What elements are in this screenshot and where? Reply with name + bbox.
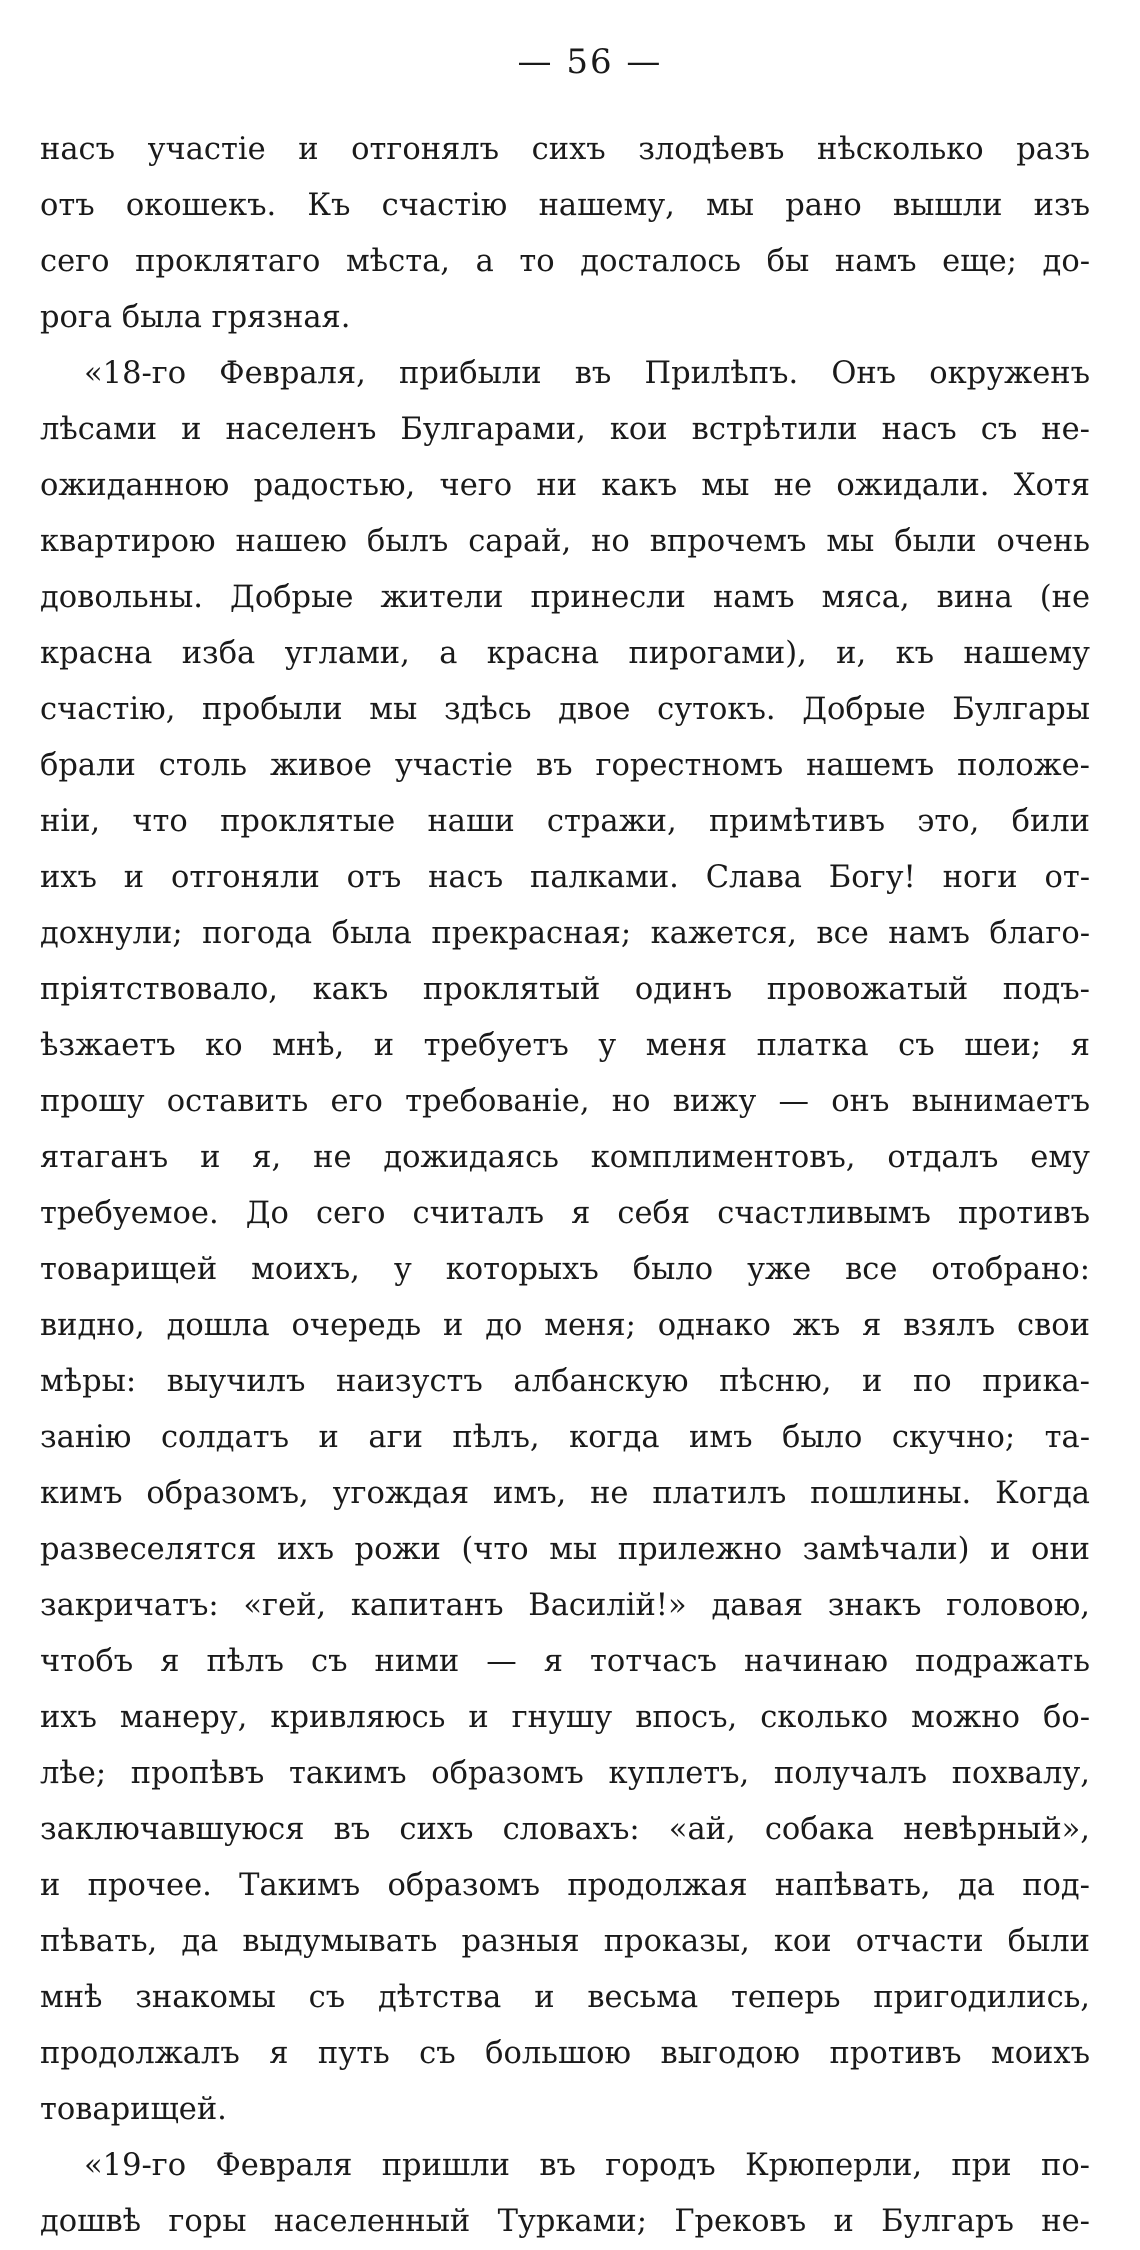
text-line: довольны. Добрые жители принесли намъ мяса, вина (не xyxy=(40,580,1090,615)
text-line: и прочее. Такимъ образомъ продолжая напѣвать, да под- xyxy=(40,1868,1090,1903)
text-line: красна изба углами, а красна пирогами), и, къ нашему xyxy=(40,636,1090,671)
text-line: квартирою нашею былъ сарай, но впрочемъ мы были очень xyxy=(40,524,1090,559)
text-line: развеселятся ихъ рожи (что мы прилежно замѣчали) и они xyxy=(40,1532,1090,1567)
text-line: лѣсами и населенъ Булгарами, кои встрѣтили насъ съ не- xyxy=(40,412,1090,447)
text-line: требуемое. До сего считалъ я себя счастливымъ противъ xyxy=(40,1196,1090,1231)
text-line: отъ окошекъ. Къ счастію нашему, мы рано вышли изъ xyxy=(40,188,1090,223)
text-line: дохнули; погода была прекрасная; кажется, все намъ благо- xyxy=(40,916,1090,951)
text-line: прошу оставить его требованіе, но вижу — онъ вынимаетъ xyxy=(40,1084,1090,1119)
text-line: счастію, пробыли мы здѣсь двое сутокъ. Добрые Булгары xyxy=(40,692,1090,727)
text-line: ятаганъ и я, не дожидаясь комплиментовъ, отдалъ ему xyxy=(40,1140,1090,1175)
text-line: «19-го Февраля пришли въ городъ Крюперли, при по- xyxy=(84,2148,1090,2183)
text-line: ихъ и отгоняли отъ насъ палками. Слава Богу! ноги от- xyxy=(40,860,1090,895)
text-line: чтобъ я пѣлъ съ ними — я тотчасъ начинаю подражать xyxy=(40,1644,1090,1679)
text-line: ихъ манеру, кривляюсь и гнушу впосъ, сколько можно бо- xyxy=(40,1700,1090,1735)
text-line: мѣры: выучилъ наизустъ албанскую пѣсню, и по прика- xyxy=(40,1364,1090,1399)
text-line: кимъ образомъ, угождая имъ, не платилъ пошлины. Когда xyxy=(40,1476,1090,1511)
text-line: «18-го Февраля, прибыли въ Прилѣпъ. Онъ окруженъ xyxy=(84,356,1090,391)
text-line: занію солдатъ и аги пѣлъ, когда имъ было скучно; та- xyxy=(40,1420,1090,1455)
text-line: лѣе; пропѣвъ такимъ образомъ куплетъ, получалъ похвалу, xyxy=(40,1756,1090,1791)
text-line: закричатъ: «гей, капитанъ Василій!» давая знакъ головою, xyxy=(40,1588,1090,1623)
text-line: пѣвать, да выдумывать разныя проказы, кои отчасти были xyxy=(40,1924,1090,1959)
text-line: пріятствовало, какъ проклятый одинъ провожатый подъ- xyxy=(40,972,1090,1007)
text-line: товарищей. xyxy=(40,2092,227,2127)
text-line: сего проклятаго мѣста, а то досталось бы намъ еще; до- xyxy=(40,244,1090,279)
text-line: ніи, что проклятые наши стражи, примѣтивъ это, били xyxy=(40,804,1090,839)
text-line: видно, дошла очередь и до меня; однако жъ я взялъ свои xyxy=(40,1308,1090,1343)
text-line: рога была грязная. xyxy=(40,300,351,335)
page-number: — 56 — xyxy=(517,42,663,82)
text-line: товарищей моихъ, у которыхъ было уже все отобрано: xyxy=(40,1252,1090,1287)
body-text xyxy=(40,122,1090,2250)
text-line: ожиданною радостью, чего ни какъ мы не ожидали. Хотя xyxy=(40,468,1090,503)
text-line: брали столь живое участіе въ горестномъ нашемъ положе- xyxy=(40,748,1090,783)
text-line: насъ участіе и отгонялъ сихъ злодѣевъ нѣсколько разъ xyxy=(40,132,1090,167)
text-line: мнѣ знакомы съ дѣтства и весьма теперь пригодились, xyxy=(40,1980,1090,2015)
text-line: дошвѣ горы населенный Турками; Грековъ и Булгаръ не- xyxy=(40,2204,1090,2239)
text-line: заключавшуюся въ сихъ словахъ: «ай, собака невѣрный», xyxy=(40,1812,1090,1847)
text-line: продолжалъ я путь съ большою выгодою противъ моихъ xyxy=(40,2036,1090,2071)
text-line: ѣзжаетъ ко мнѣ, и требуетъ у меня платка съ шеи; я xyxy=(40,1028,1090,1063)
